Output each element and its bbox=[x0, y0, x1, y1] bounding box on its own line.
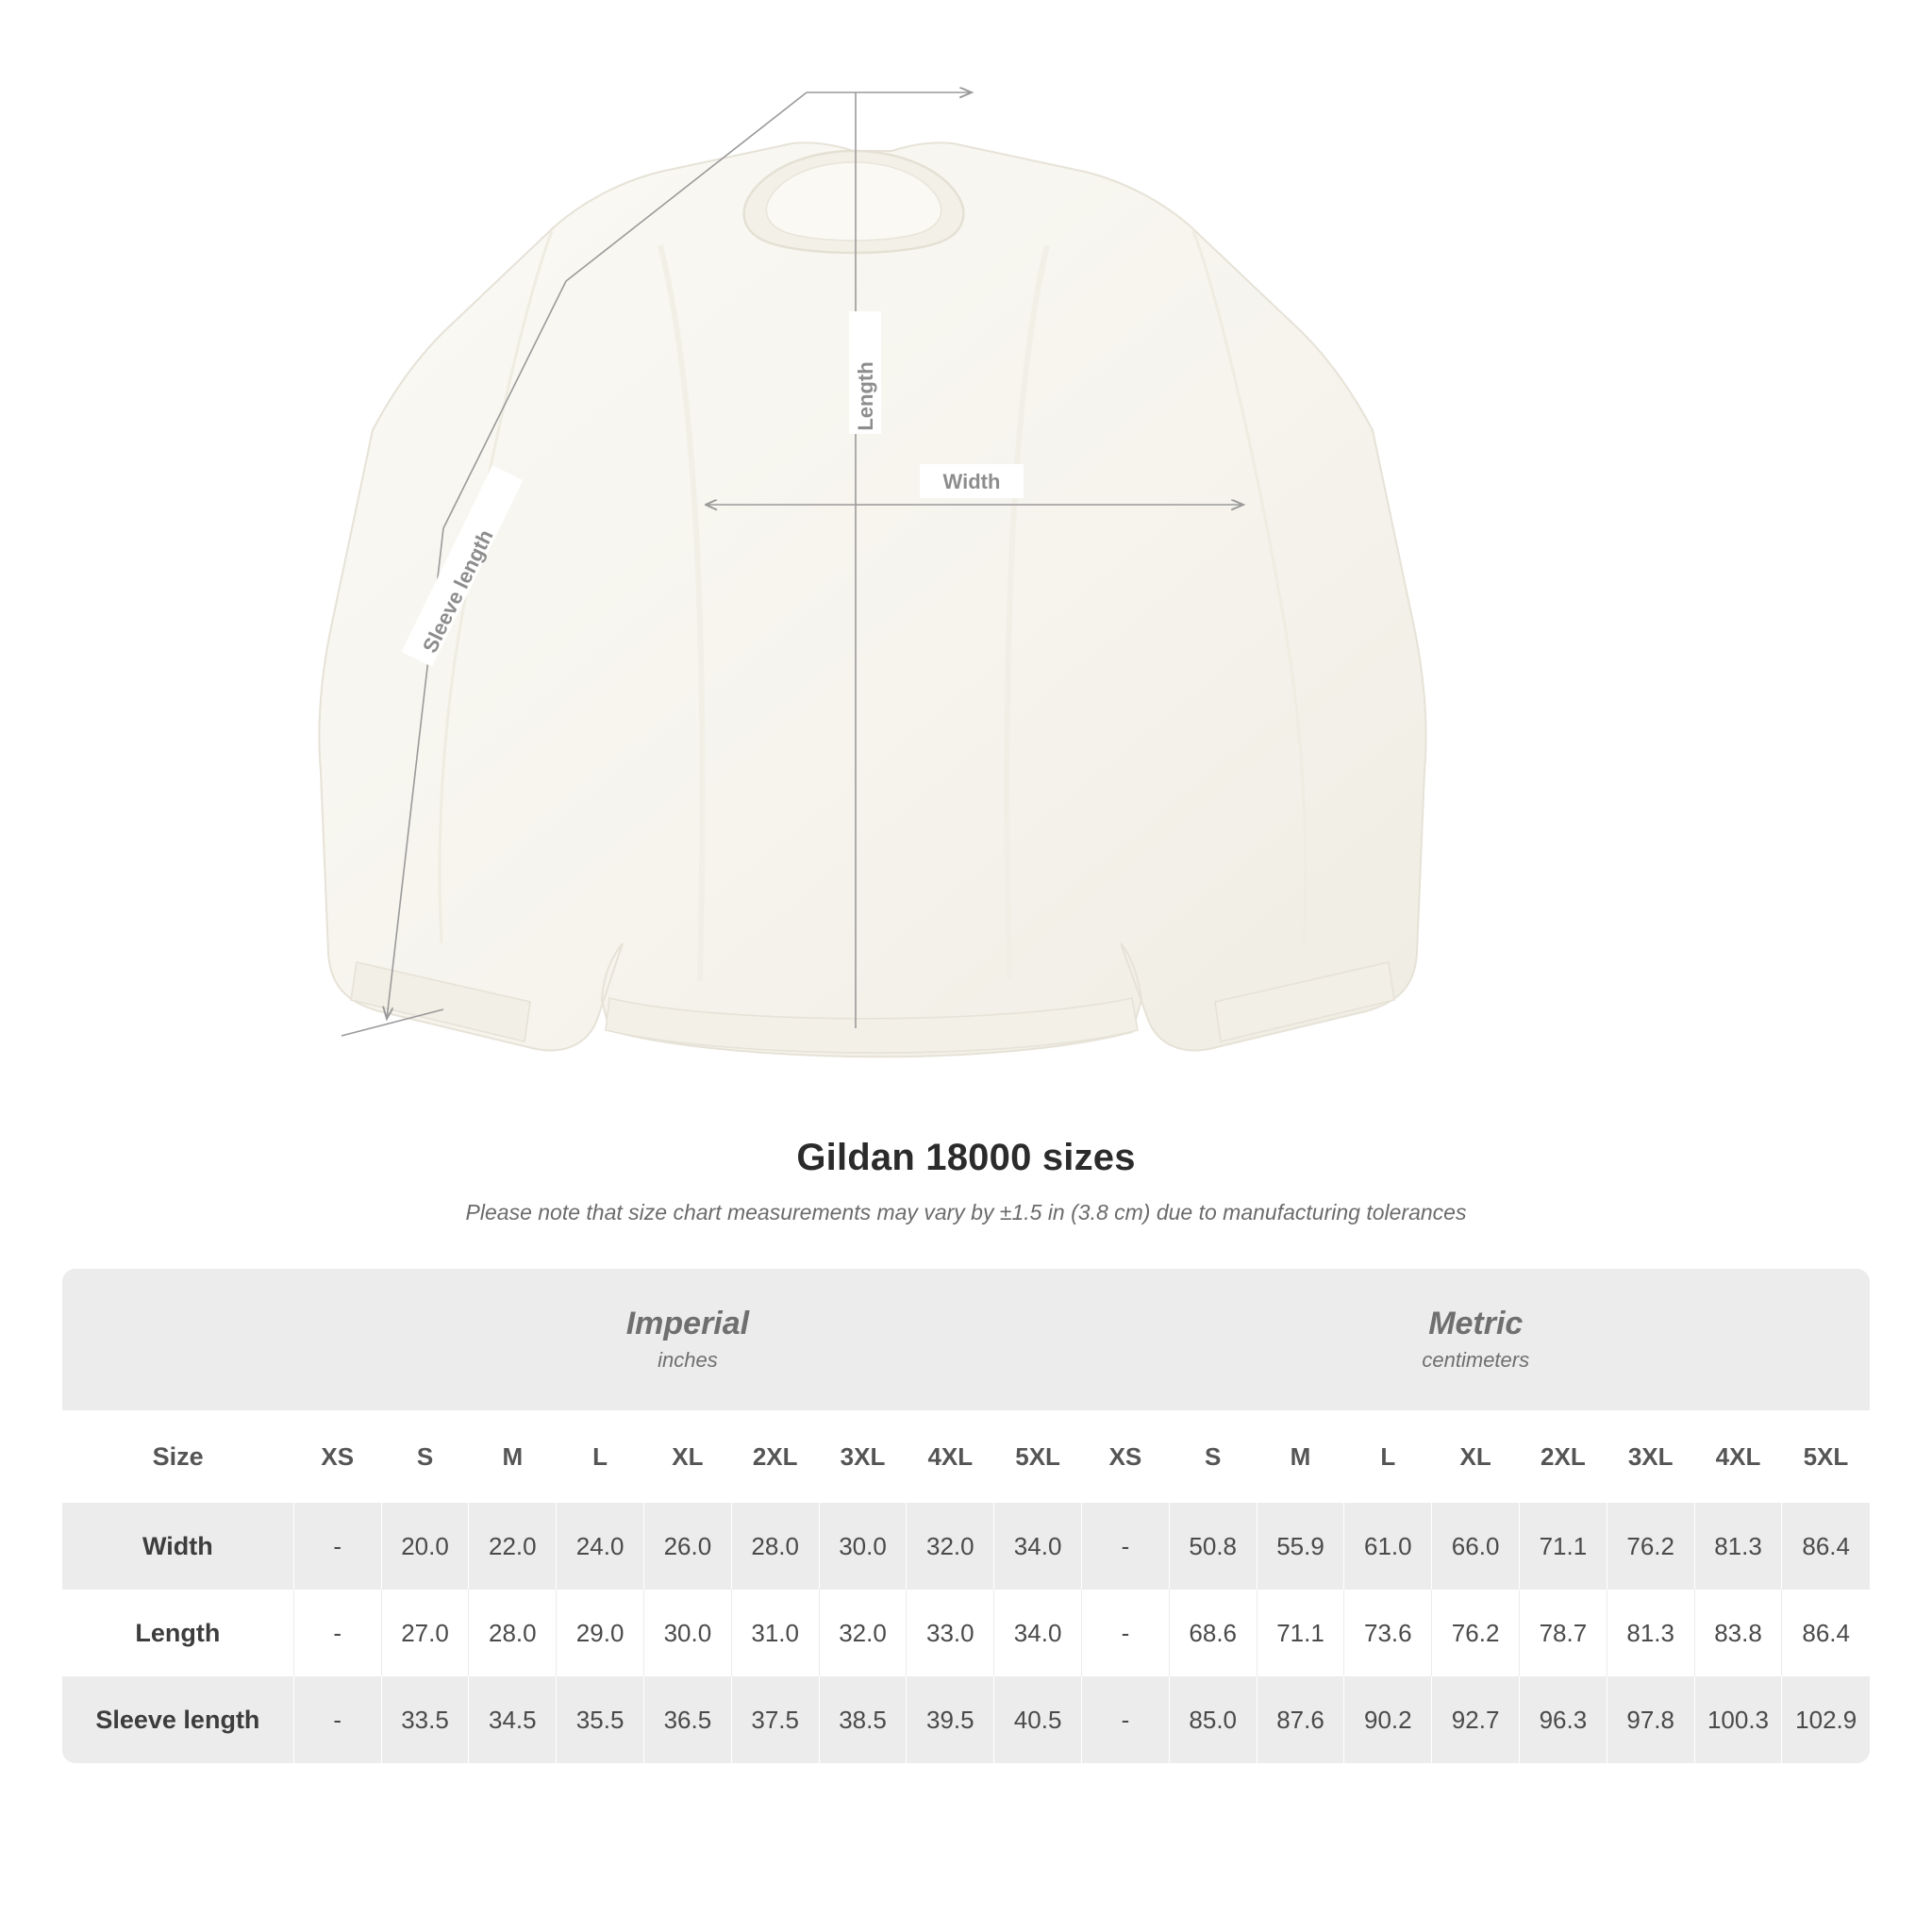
size-header-row bbox=[62, 1410, 1870, 1503]
cell-sleeve-3: 35.5 bbox=[557, 1676, 644, 1763]
col-header-4xl-metric: 4XL bbox=[1694, 1410, 1782, 1503]
cell-width-12: 61.0 bbox=[1344, 1503, 1432, 1590]
cell-length-16: 83.8 bbox=[1694, 1590, 1782, 1676]
col-header-4xl-imperial: 4XL bbox=[907, 1410, 994, 1503]
col-header-s-imperial: S bbox=[381, 1410, 469, 1503]
imperial-sublabel: inches bbox=[658, 1347, 718, 1372]
unit-header-row bbox=[62, 1269, 1870, 1410]
cell-width-15: 76.2 bbox=[1607, 1503, 1694, 1590]
sweatshirt-shape bbox=[320, 142, 1426, 1057]
cell-length-14: 78.7 bbox=[1520, 1590, 1607, 1676]
cell-width-2: 22.0 bbox=[469, 1503, 557, 1590]
cell-length-8: 34.0 bbox=[994, 1590, 1082, 1676]
cell-sleeve-5: 37.5 bbox=[731, 1676, 819, 1763]
size-corner-label: Size bbox=[62, 1410, 293, 1503]
row-label-length: Length bbox=[62, 1590, 293, 1676]
cell-length-13: 76.2 bbox=[1432, 1590, 1520, 1676]
cell-sleeve-17: 102.9 bbox=[1782, 1676, 1870, 1763]
col-header-s-metric: S bbox=[1169, 1410, 1257, 1503]
cell-width-1: 20.0 bbox=[381, 1503, 469, 1590]
col-header-xl-metric: XL bbox=[1432, 1410, 1520, 1503]
length-label: Length bbox=[854, 361, 877, 431]
cell-width-7: 32.0 bbox=[907, 1503, 994, 1590]
cell-sleeve-6: 38.5 bbox=[819, 1676, 907, 1763]
col-header-5xl-imperial: 5XL bbox=[994, 1410, 1082, 1503]
cell-length-4: 30.0 bbox=[644, 1590, 732, 1676]
cell-sleeve-14: 96.3 bbox=[1520, 1676, 1607, 1763]
cell-sleeve-12: 90.2 bbox=[1344, 1676, 1432, 1763]
cell-width-0: - bbox=[293, 1503, 381, 1590]
cell-sleeve-15: 97.8 bbox=[1607, 1676, 1694, 1763]
cell-length-1: 27.0 bbox=[381, 1590, 469, 1676]
page-title: Gildan 18000 sizes bbox=[796, 1137, 1136, 1178]
col-header-m-imperial: M bbox=[469, 1410, 557, 1503]
col-header-5xl-metric: 5XL bbox=[1782, 1410, 1870, 1503]
cell-width-8: 34.0 bbox=[994, 1503, 1082, 1590]
cell-sleeve-9: - bbox=[1082, 1676, 1170, 1763]
cell-width-13: 66.0 bbox=[1432, 1503, 1520, 1590]
col-header-xl-imperial: XL bbox=[644, 1410, 732, 1503]
cell-sleeve-1: 33.5 bbox=[381, 1676, 469, 1763]
cell-sleeve-16: 100.3 bbox=[1694, 1676, 1782, 1763]
table-row bbox=[62, 1590, 1870, 1676]
imperial-unit-header bbox=[293, 1269, 1081, 1410]
sleeve-length-label: Sleeve length bbox=[417, 525, 498, 657]
col-header-2xl-imperial: 2XL bbox=[731, 1410, 819, 1503]
col-header-3xl-imperial: 3XL bbox=[819, 1410, 907, 1503]
col-header-l-imperial: L bbox=[557, 1410, 644, 1503]
cell-sleeve-13: 92.7 bbox=[1432, 1676, 1520, 1763]
cell-length-15: 81.3 bbox=[1607, 1590, 1694, 1676]
cell-width-3: 24.0 bbox=[557, 1503, 644, 1590]
col-header-2xl-metric: 2XL bbox=[1520, 1410, 1607, 1503]
size-table bbox=[62, 1269, 1870, 1763]
metric-sublabel: centimeters bbox=[1422, 1347, 1530, 1372]
cell-sleeve-11: 87.6 bbox=[1257, 1676, 1344, 1763]
cell-sleeve-4: 36.5 bbox=[644, 1676, 732, 1763]
cell-length-12: 73.6 bbox=[1344, 1590, 1432, 1676]
cell-sleeve-2: 34.5 bbox=[469, 1676, 557, 1763]
cell-length-7: 33.0 bbox=[907, 1590, 994, 1676]
cell-sleeve-10: 85.0 bbox=[1169, 1676, 1257, 1763]
row-label-width: Width bbox=[62, 1503, 293, 1590]
cell-length-11: 71.1 bbox=[1257, 1590, 1344, 1676]
metric-unit-header bbox=[1082, 1269, 1870, 1410]
cell-sleeve-8: 40.5 bbox=[994, 1676, 1082, 1763]
col-header-xs-imperial: XS bbox=[293, 1410, 381, 1503]
cell-length-10: 68.6 bbox=[1169, 1590, 1257, 1676]
cell-width-6: 30.0 bbox=[819, 1503, 907, 1590]
cell-sleeve-0: - bbox=[293, 1676, 381, 1763]
cell-width-16: 81.3 bbox=[1694, 1503, 1782, 1590]
cell-length-0: - bbox=[293, 1590, 381, 1676]
cell-length-9: - bbox=[1082, 1590, 1170, 1676]
cell-width-5: 28.0 bbox=[731, 1503, 819, 1590]
cell-length-5: 31.0 bbox=[731, 1590, 819, 1676]
col-header-l-metric: L bbox=[1344, 1410, 1432, 1503]
cell-width-9: - bbox=[1082, 1503, 1170, 1590]
metric-label: Metric bbox=[1428, 1306, 1524, 1342]
cell-width-17: 86.4 bbox=[1782, 1503, 1870, 1590]
cell-width-10: 50.8 bbox=[1169, 1503, 1257, 1590]
col-header-xs-metric: XS bbox=[1082, 1410, 1170, 1503]
cell-width-11: 55.9 bbox=[1257, 1503, 1344, 1590]
cell-length-2: 28.0 bbox=[469, 1590, 557, 1676]
row-label-sleeve-length: Sleeve length bbox=[62, 1676, 293, 1763]
col-header-3xl-metric: 3XL bbox=[1607, 1410, 1694, 1503]
imperial-label: Imperial bbox=[625, 1306, 750, 1342]
cell-sleeve-7: 39.5 bbox=[907, 1676, 994, 1763]
table-row bbox=[62, 1676, 1870, 1763]
table-row bbox=[62, 1503, 1870, 1590]
tolerance-note: Please note that size chart measurements may vary by ±1.5 in (3.8 cm) due to manufacturing tolerances bbox=[465, 1200, 1467, 1224]
cell-width-14: 71.1 bbox=[1520, 1503, 1607, 1590]
width-label: Width bbox=[942, 470, 1001, 493]
unit-header-spacer bbox=[62, 1269, 293, 1410]
cell-width-4: 26.0 bbox=[644, 1503, 732, 1590]
cell-length-17: 86.4 bbox=[1782, 1590, 1870, 1676]
size-table-wrapper bbox=[62, 1269, 1870, 1763]
cell-length-6: 32.0 bbox=[819, 1590, 907, 1676]
cell-length-3: 29.0 bbox=[557, 1590, 644, 1676]
col-header-m-metric: M bbox=[1257, 1410, 1344, 1503]
